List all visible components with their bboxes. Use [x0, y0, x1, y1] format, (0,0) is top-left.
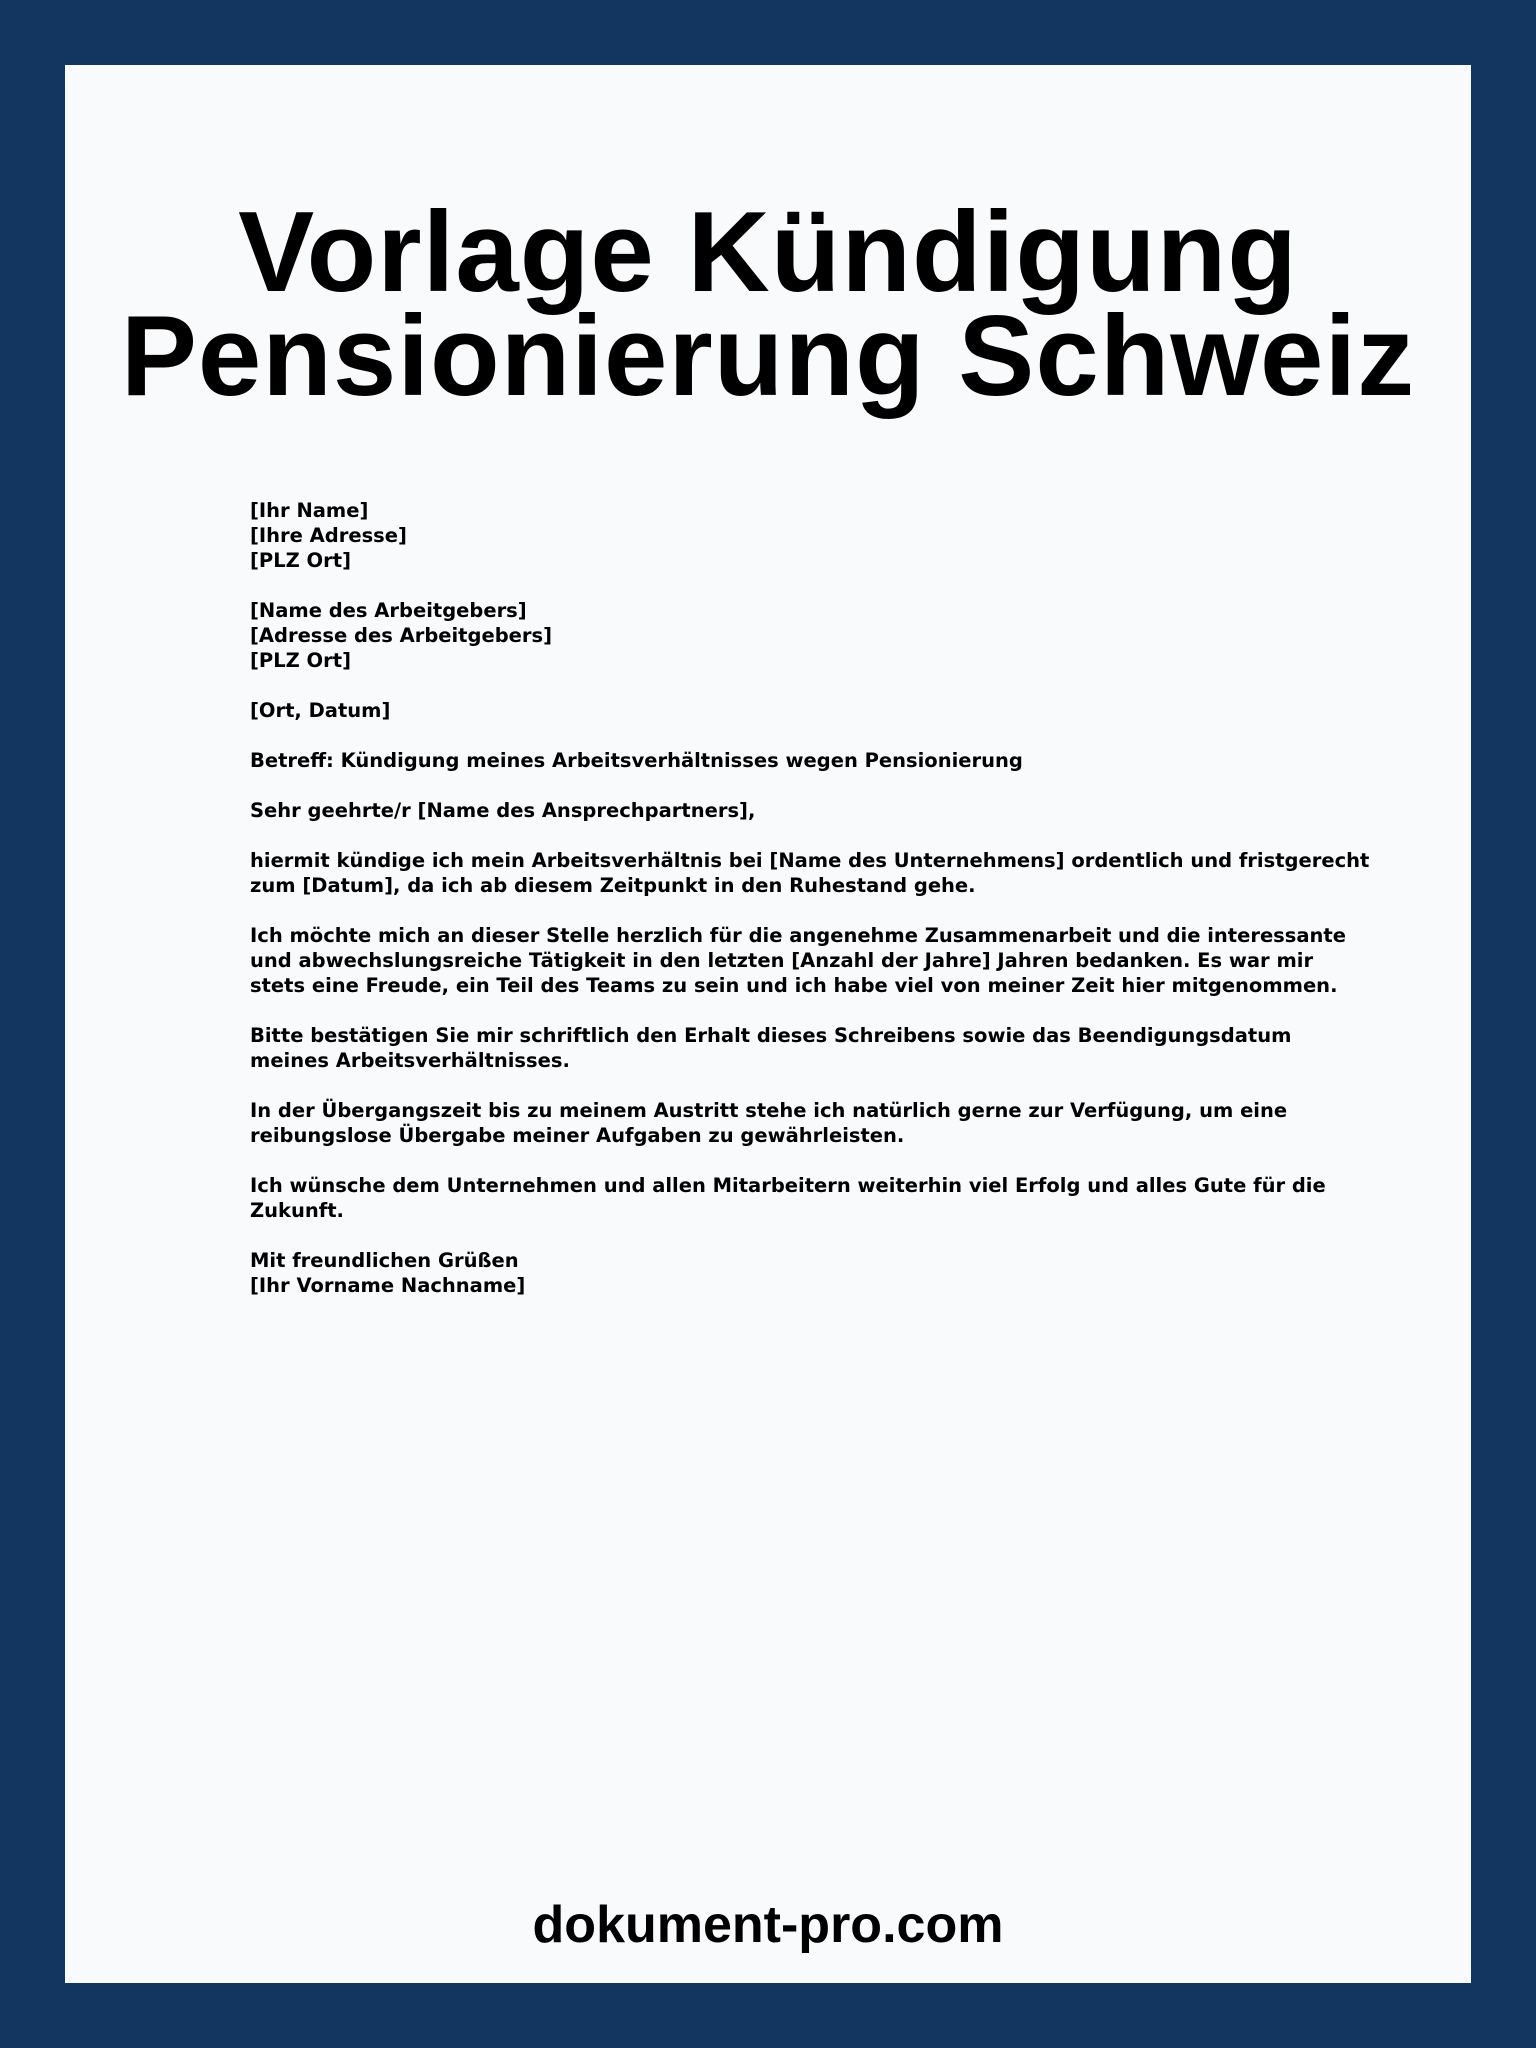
paragraph — [250, 848, 1370, 898]
sender-address — [250, 498, 1370, 573]
place-date-text: [Ort, Datum] — [250, 699, 391, 722]
closing — [250, 1248, 1370, 1298]
title-line-2: Pensionierung Schweiz — [120, 293, 1416, 420]
signature-name: [Ihr Vorname Nachname] — [250, 1274, 526, 1297]
letter-body — [250, 498, 1370, 1323]
paragraph — [250, 1098, 1370, 1148]
title-line-1: Vorlage Kündigung — [238, 189, 1298, 316]
document-page — [65, 65, 1471, 1983]
recipient-city: [PLZ Ort] — [250, 649, 351, 672]
subject-text: Betreff: Kündigung meines Arbeitsverhältnisses wegen Pensionierung — [250, 749, 1023, 772]
paragraph — [250, 1023, 1370, 1073]
paragraph-text: hiermit kündige ich mein Arbeitsverhältnis bei [Name des Unternehmens] ordentlich und fristgerecht zum [Datum], da ich ab diesem Zeitpunkt in den Ruhestand gehe. — [250, 849, 1370, 897]
sender-street: [Ihre Adresse] — [250, 524, 407, 547]
paragraph-text: Ich wünsche dem Unternehmen und allen Mitarbeitern weiterhin viel Erfolg und alles Gute für die Zukunft. — [250, 1174, 1326, 1222]
paragraph-text: In der Übergangszeit bis zu meinem Austritt stehe ich natürlich gerne zur Verfügung, um eine reibungslose Übergabe meiner Aufgaben zu gewährleisten. — [250, 1099, 1288, 1147]
subject-line — [250, 748, 1370, 773]
salutation-text: Sehr geehrte/r [Name des Ansprechpartners], — [250, 799, 756, 822]
recipient-street: [Adresse des Arbeitgebers] — [250, 624, 553, 647]
paragraph — [250, 923, 1370, 998]
footer-site-name: dokument-pro.com — [532, 1896, 1004, 1954]
paragraph-text: Ich möchte mich an dieser Stelle herzlich für die angenehme Zusammenarbeit und die interessante und abwechslungsreiche Tätigkeit in den letzten [Anzahl der Jahre] Jahren bedanken. Es war mir stets eine Freude, ein Teil des Teams zu sein und ich habe viel von meiner Zeit hier mitgenommen. — [250, 924, 1346, 997]
paragraph — [250, 1173, 1370, 1223]
place-date — [250, 698, 1370, 723]
sender-city: [PLZ Ort] — [250, 549, 351, 572]
page-title — [65, 189, 1471, 420]
salutation — [250, 798, 1370, 823]
paragraph-text: Bitte bestätigen Sie mir schriftlich den Erhalt dieses Schreibens sowie das Beendigungsdatum meines Arbeitsverhältnisses. — [250, 1024, 1292, 1072]
recipient-name: [Name des Arbeitgebers] — [250, 599, 527, 622]
closing-text: Mit freundlichen Grüßen — [250, 1249, 519, 1272]
recipient-address — [250, 598, 1370, 673]
sender-name: [Ihr Name] — [250, 499, 369, 522]
